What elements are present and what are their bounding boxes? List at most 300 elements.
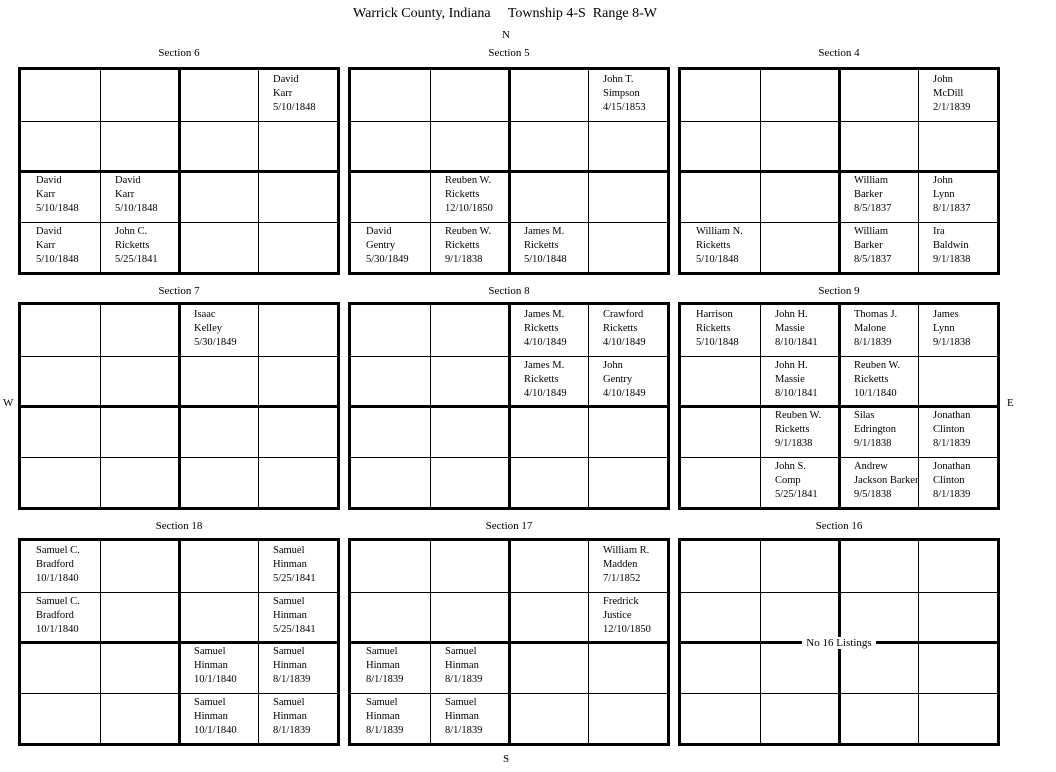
land-entry: [588, 356, 666, 407]
entry-line: Samuel: [273, 596, 305, 607]
land-entry: [588, 305, 666, 356]
entry-line: Clinton: [933, 475, 965, 486]
entry-line: 8/5/1837: [854, 203, 892, 214]
empty-parcel: [839, 541, 917, 592]
entry-line: Gentry: [603, 374, 633, 385]
empty-parcel: [179, 457, 257, 508]
empty-parcel: [100, 693, 178, 744]
entry-line: Ricketts: [696, 323, 731, 334]
entry-line: Samuel: [194, 697, 226, 708]
entry-line: Jonathan: [933, 410, 971, 421]
section-grid: [348, 302, 670, 510]
empty-parcel: [21, 642, 99, 693]
entry-line: 8/1/1839: [933, 489, 971, 500]
land-entry: [839, 356, 917, 407]
entry-line: Ira: [933, 226, 945, 237]
empty-parcel: [588, 222, 666, 273]
entry-line: 12/10/1850: [445, 203, 493, 214]
empty-parcel: [258, 356, 336, 407]
land-entry: [918, 305, 996, 356]
empty-parcel: [839, 121, 917, 172]
land-entry: [21, 171, 99, 222]
entry-line: Ricketts: [524, 240, 559, 251]
empty-parcel: [179, 121, 257, 172]
land-entry: [258, 642, 336, 693]
compass-east: E: [1007, 397, 1014, 409]
entry-line: 5/25/1841: [115, 254, 158, 265]
empty-parcel: [21, 305, 99, 356]
entry-line: 8/1/1839: [445, 725, 483, 736]
empty-parcel: [258, 457, 336, 508]
entry-line: David: [36, 175, 62, 186]
entry-line: Comp: [775, 475, 801, 486]
empty-parcel: [179, 541, 257, 592]
entry-line: Hinman: [273, 660, 307, 671]
land-entry: [918, 406, 996, 457]
land-entry: [839, 171, 917, 222]
entry-line: Lynn: [933, 189, 955, 200]
empty-parcel: [100, 121, 178, 172]
entry-line: Ricketts: [854, 374, 889, 385]
section-grid: [18, 67, 340, 275]
empty-parcel: [179, 70, 257, 121]
land-entry: [509, 222, 587, 273]
entry-line: Justice: [603, 610, 632, 621]
empty-parcel: [430, 305, 508, 356]
land-entry: [21, 541, 99, 592]
empty-parcel: [918, 592, 996, 643]
entry-line: John: [933, 74, 953, 85]
empty-parcel: [509, 592, 587, 643]
entry-line: William: [854, 226, 888, 237]
empty-parcel: [100, 70, 178, 121]
empty-parcel: [509, 171, 587, 222]
entry-line: Samuel C.: [36, 545, 80, 556]
entry-line: 10/1/1840: [194, 674, 237, 685]
entry-line: 8/1/1839: [854, 337, 892, 348]
entry-line: 8/1/1839: [273, 725, 311, 736]
land-entry: [760, 305, 838, 356]
entry-line: 8/1/1837: [933, 203, 971, 214]
empty-parcel: [100, 406, 178, 457]
section-label: Section 16: [815, 520, 863, 532]
compass-south: S: [503, 753, 510, 765]
land-entry: [918, 171, 996, 222]
entry-line: 9/1/1838: [445, 254, 483, 265]
empty-parcel: [918, 693, 996, 744]
entry-line: 5/10/1848: [115, 203, 158, 214]
entry-line: Andrew: [854, 461, 888, 472]
entry-line: David: [366, 226, 392, 237]
empty-parcel: [351, 121, 429, 172]
entry-line: 5/10/1848: [36, 203, 79, 214]
section-label: Section 6: [158, 47, 200, 59]
entry-line: Hinman: [445, 660, 479, 671]
empty-parcel: [21, 693, 99, 744]
empty-parcel: [760, 70, 838, 121]
entry-line: Kelley: [194, 323, 222, 334]
entry-line: 8/1/1839: [445, 674, 483, 685]
entry-line: Ricketts: [524, 374, 559, 385]
empty-parcel: [760, 642, 838, 693]
empty-parcel: [588, 457, 666, 508]
section-label: Section 18: [155, 520, 203, 532]
land-entry: [681, 222, 759, 273]
land-entry: [21, 592, 99, 643]
section-label: Section 5: [488, 47, 530, 59]
entry-line: Reuben W.: [854, 360, 901, 371]
empty-parcel: [100, 541, 178, 592]
land-entry: [760, 356, 838, 407]
empty-parcel: [760, 171, 838, 222]
entry-line: Ricketts: [115, 240, 150, 251]
entry-line: 8/10/1841: [775, 388, 818, 399]
entry-line: Karr: [36, 189, 56, 200]
empty-parcel: [351, 356, 429, 407]
entry-line: 8/1/1839: [933, 438, 971, 449]
empty-parcel: [918, 356, 996, 407]
land-entry: [681, 305, 759, 356]
land-entry: [839, 222, 917, 273]
empty-parcel: [430, 457, 508, 508]
empty-parcel: [100, 457, 178, 508]
entry-line: 8/1/1839: [366, 725, 404, 736]
empty-parcel: [509, 70, 587, 121]
land-entry: [430, 171, 508, 222]
empty-parcel: [839, 592, 917, 643]
section-grid: [348, 67, 670, 275]
land-entry: [100, 171, 178, 222]
empty-parcel: [351, 406, 429, 457]
entry-line: John H.: [775, 309, 808, 320]
empty-parcel: [681, 693, 759, 744]
entry-line: Ricketts: [445, 189, 480, 200]
empty-parcel: [21, 121, 99, 172]
entry-line: John C.: [115, 226, 148, 237]
section-grid: [678, 538, 1000, 746]
entry-line: Samuel: [273, 697, 305, 708]
land-entry: [258, 592, 336, 643]
entry-line: 4/10/1849: [603, 337, 646, 348]
entry-line: John T.: [603, 74, 634, 85]
land-entry: [179, 693, 257, 744]
empty-parcel: [839, 693, 917, 744]
empty-parcel: [681, 121, 759, 172]
land-entry: [179, 642, 257, 693]
land-entry: [839, 406, 917, 457]
entry-line: Barker: [854, 240, 883, 251]
land-entry: [351, 642, 429, 693]
entry-line: 9/1/1838: [854, 438, 892, 449]
empty-parcel: [760, 121, 838, 172]
entry-line: 2/1/1839: [933, 102, 971, 113]
page-title: Warrick County, Indiana Township 4-S Range 8-W: [353, 6, 657, 21]
entry-line: Madden: [603, 559, 638, 570]
empty-parcel: [918, 541, 996, 592]
entry-line: John H.: [775, 360, 808, 371]
entry-line: 4/10/1849: [524, 337, 567, 348]
empty-parcel: [430, 592, 508, 643]
land-entry: [509, 356, 587, 407]
land-entry: [258, 541, 336, 592]
section-label: Section 9: [818, 285, 860, 297]
empty-parcel: [509, 693, 587, 744]
entry-line: Samuel: [273, 646, 305, 657]
entry-line: McDill: [933, 88, 964, 99]
empty-parcel: [760, 222, 838, 273]
entry-line: Fredrick: [603, 596, 639, 607]
entry-line: Crawford: [603, 309, 644, 320]
entry-line: Barker: [854, 189, 883, 200]
entry-line: Ricketts: [524, 323, 559, 334]
entry-line: 10/1/1840: [194, 725, 237, 736]
entry-line: Jackson Barker: [854, 475, 919, 486]
section-grid: [678, 67, 1000, 275]
empty-parcel: [351, 70, 429, 121]
entry-line: 5/25/1841: [273, 624, 316, 635]
land-entry: [760, 406, 838, 457]
no-listings-note: No 16 Listings: [681, 637, 997, 649]
entry-line: John S.: [775, 461, 806, 472]
compass-west: W: [3, 397, 14, 409]
land-entry: [588, 70, 666, 121]
empty-parcel: [100, 356, 178, 407]
empty-parcel: [179, 171, 257, 222]
section-grid: [678, 302, 1000, 510]
entry-line: Simpson: [603, 88, 640, 99]
entry-line: Samuel: [273, 545, 305, 556]
entry-line: William R.: [603, 545, 650, 556]
empty-parcel: [918, 121, 996, 172]
entry-line: Hinman: [366, 711, 400, 722]
entry-line: Massie: [775, 323, 805, 334]
entry-line: John: [603, 360, 623, 371]
entry-line: 5/30/1849: [366, 254, 409, 265]
entry-line: Jonathan: [933, 461, 971, 472]
entry-line: 5/30/1849: [194, 337, 237, 348]
entry-line: 5/10/1848: [36, 254, 79, 265]
entry-line: 9/5/1838: [854, 489, 892, 500]
section-grid: [18, 302, 340, 510]
entry-line: 8/1/1839: [366, 674, 404, 685]
section-grid: [18, 538, 340, 746]
entry-line: 8/5/1837: [854, 254, 892, 265]
empty-parcel: [100, 642, 178, 693]
entry-line: Isaac: [194, 309, 216, 320]
entry-line: Bradford: [36, 610, 74, 621]
empty-parcel: [588, 121, 666, 172]
entry-line: 9/1/1838: [933, 254, 971, 265]
entry-line: 9/1/1838: [933, 337, 971, 348]
empty-parcel: [351, 305, 429, 356]
empty-parcel: [351, 457, 429, 508]
section-label: Section 8: [488, 285, 530, 297]
section-label: Section 4: [818, 47, 860, 59]
entry-line: 8/10/1841: [775, 337, 818, 348]
empty-parcel: [430, 121, 508, 172]
entry-line: William: [854, 175, 888, 186]
empty-parcel: [21, 406, 99, 457]
empty-parcel: [588, 642, 666, 693]
empty-parcel: [258, 305, 336, 356]
land-entry: [258, 70, 336, 121]
entry-line: Bradford: [36, 559, 74, 570]
empty-parcel: [179, 592, 257, 643]
entry-line: 8/1/1839: [273, 674, 311, 685]
land-entry: [21, 222, 99, 273]
entry-line: 5/25/1841: [273, 573, 316, 584]
empty-parcel: [760, 541, 838, 592]
entry-line: Hinman: [273, 559, 307, 570]
empty-parcel: [21, 457, 99, 508]
entry-line: Ricketts: [696, 240, 731, 251]
empty-parcel: [760, 592, 838, 643]
empty-parcel: [588, 406, 666, 457]
entry-line: James: [933, 309, 959, 320]
land-entry: [760, 457, 838, 508]
entry-line: 10/1/1840: [854, 388, 897, 399]
entry-line: David: [115, 175, 141, 186]
entry-line: Samuel: [445, 697, 477, 708]
entry-line: John: [933, 175, 953, 186]
entry-line: Lynn: [933, 323, 955, 334]
empty-parcel: [588, 693, 666, 744]
entry-line: James M.: [524, 309, 565, 320]
entry-line: Ricketts: [603, 323, 638, 334]
entry-line: Massie: [775, 374, 805, 385]
entry-line: 12/10/1850: [603, 624, 651, 635]
entry-line: Hinman: [194, 660, 228, 671]
empty-parcel: [509, 406, 587, 457]
land-entry: [918, 70, 996, 121]
empty-parcel: [681, 592, 759, 643]
empty-parcel: [430, 356, 508, 407]
section-label: Section 17: [485, 520, 533, 532]
empty-parcel: [21, 356, 99, 407]
empty-parcel: [681, 70, 759, 121]
entry-line: Edrington: [854, 424, 896, 435]
section-grid: [348, 538, 670, 746]
empty-parcel: [430, 406, 508, 457]
land-entry: [100, 222, 178, 273]
section-label: Section 7: [158, 285, 200, 297]
entry-line: Gentry: [366, 240, 396, 251]
empty-parcel: [351, 592, 429, 643]
empty-parcel: [430, 70, 508, 121]
entry-line: 5/10/1848: [273, 102, 316, 113]
entry-line: 5/10/1848: [696, 254, 739, 265]
entry-line: 10/1/1840: [36, 624, 79, 635]
land-entry: [258, 693, 336, 744]
entry-line: William N.: [696, 226, 743, 237]
empty-parcel: [351, 171, 429, 222]
entry-line: Hinman: [194, 711, 228, 722]
empty-parcel: [258, 222, 336, 273]
entry-line: Baldwin: [933, 240, 969, 251]
entry-line: Ricketts: [445, 240, 480, 251]
entry-line: Hinman: [273, 610, 307, 621]
empty-parcel: [179, 356, 257, 407]
land-entry: [839, 305, 917, 356]
entry-line: 5/25/1841: [775, 489, 818, 500]
land-entry: [179, 305, 257, 356]
entry-line: 5/10/1848: [524, 254, 567, 265]
empty-parcel: [179, 222, 257, 273]
entry-line: Hinman: [445, 711, 479, 722]
empty-parcel: [509, 457, 587, 508]
empty-parcel: [100, 305, 178, 356]
empty-parcel: [681, 171, 759, 222]
land-entry: [839, 457, 917, 508]
land-entry: [918, 457, 996, 508]
empty-parcel: [509, 121, 587, 172]
entry-line: Samuel: [445, 646, 477, 657]
entry-line: Reuben W.: [445, 226, 492, 237]
entry-line: Silas: [854, 410, 875, 421]
land-entry: [430, 642, 508, 693]
entry-line: Clinton: [933, 424, 965, 435]
entry-line: Hinman: [273, 711, 307, 722]
entry-line: Reuben W.: [775, 410, 822, 421]
entry-line: 4/10/1849: [524, 388, 567, 399]
entry-line: 9/1/1838: [775, 438, 813, 449]
land-entry: [918, 222, 996, 273]
entry-line: Samuel: [366, 697, 398, 708]
entry-line: 7/1/1852: [603, 573, 641, 584]
entry-line: Karr: [36, 240, 56, 251]
land-entry: [430, 222, 508, 273]
empty-parcel: [258, 406, 336, 457]
land-entry: [351, 693, 429, 744]
empty-parcel: [430, 541, 508, 592]
empty-parcel: [839, 70, 917, 121]
empty-parcel: [918, 642, 996, 693]
compass-north: N: [502, 29, 510, 41]
land-entry: [588, 592, 666, 643]
entry-line: David: [273, 74, 299, 85]
empty-parcel: [258, 121, 336, 172]
entry-line: Karr: [115, 189, 135, 200]
entry-line: James M.: [524, 226, 565, 237]
empty-parcel: [839, 642, 917, 693]
entry-line: James M.: [524, 360, 565, 371]
entry-line: 10/1/1840: [36, 573, 79, 584]
entry-line: 4/10/1849: [603, 388, 646, 399]
empty-parcel: [351, 541, 429, 592]
land-entry: [588, 541, 666, 592]
empty-parcel: [588, 171, 666, 222]
entry-line: Samuel C.: [36, 596, 80, 607]
entry-line: Thomas J.: [854, 309, 898, 320]
empty-parcel: [100, 592, 178, 643]
empty-parcel: [760, 693, 838, 744]
entry-line: Ricketts: [775, 424, 810, 435]
entry-line: Malone: [854, 323, 887, 334]
empty-parcel: [21, 70, 99, 121]
entry-line: 5/10/1848: [696, 337, 739, 348]
entry-line: Harrison: [696, 309, 733, 320]
entry-line: Samuel: [194, 646, 226, 657]
land-entry: [351, 222, 429, 273]
entry-line: 4/15/1853: [603, 102, 646, 113]
entry-line: David: [36, 226, 62, 237]
empty-parcel: [681, 642, 759, 693]
empty-parcel: [681, 541, 759, 592]
empty-parcel: [179, 406, 257, 457]
empty-parcel: [681, 406, 759, 457]
empty-parcel: [681, 356, 759, 407]
entry-line: Hinman: [366, 660, 400, 671]
